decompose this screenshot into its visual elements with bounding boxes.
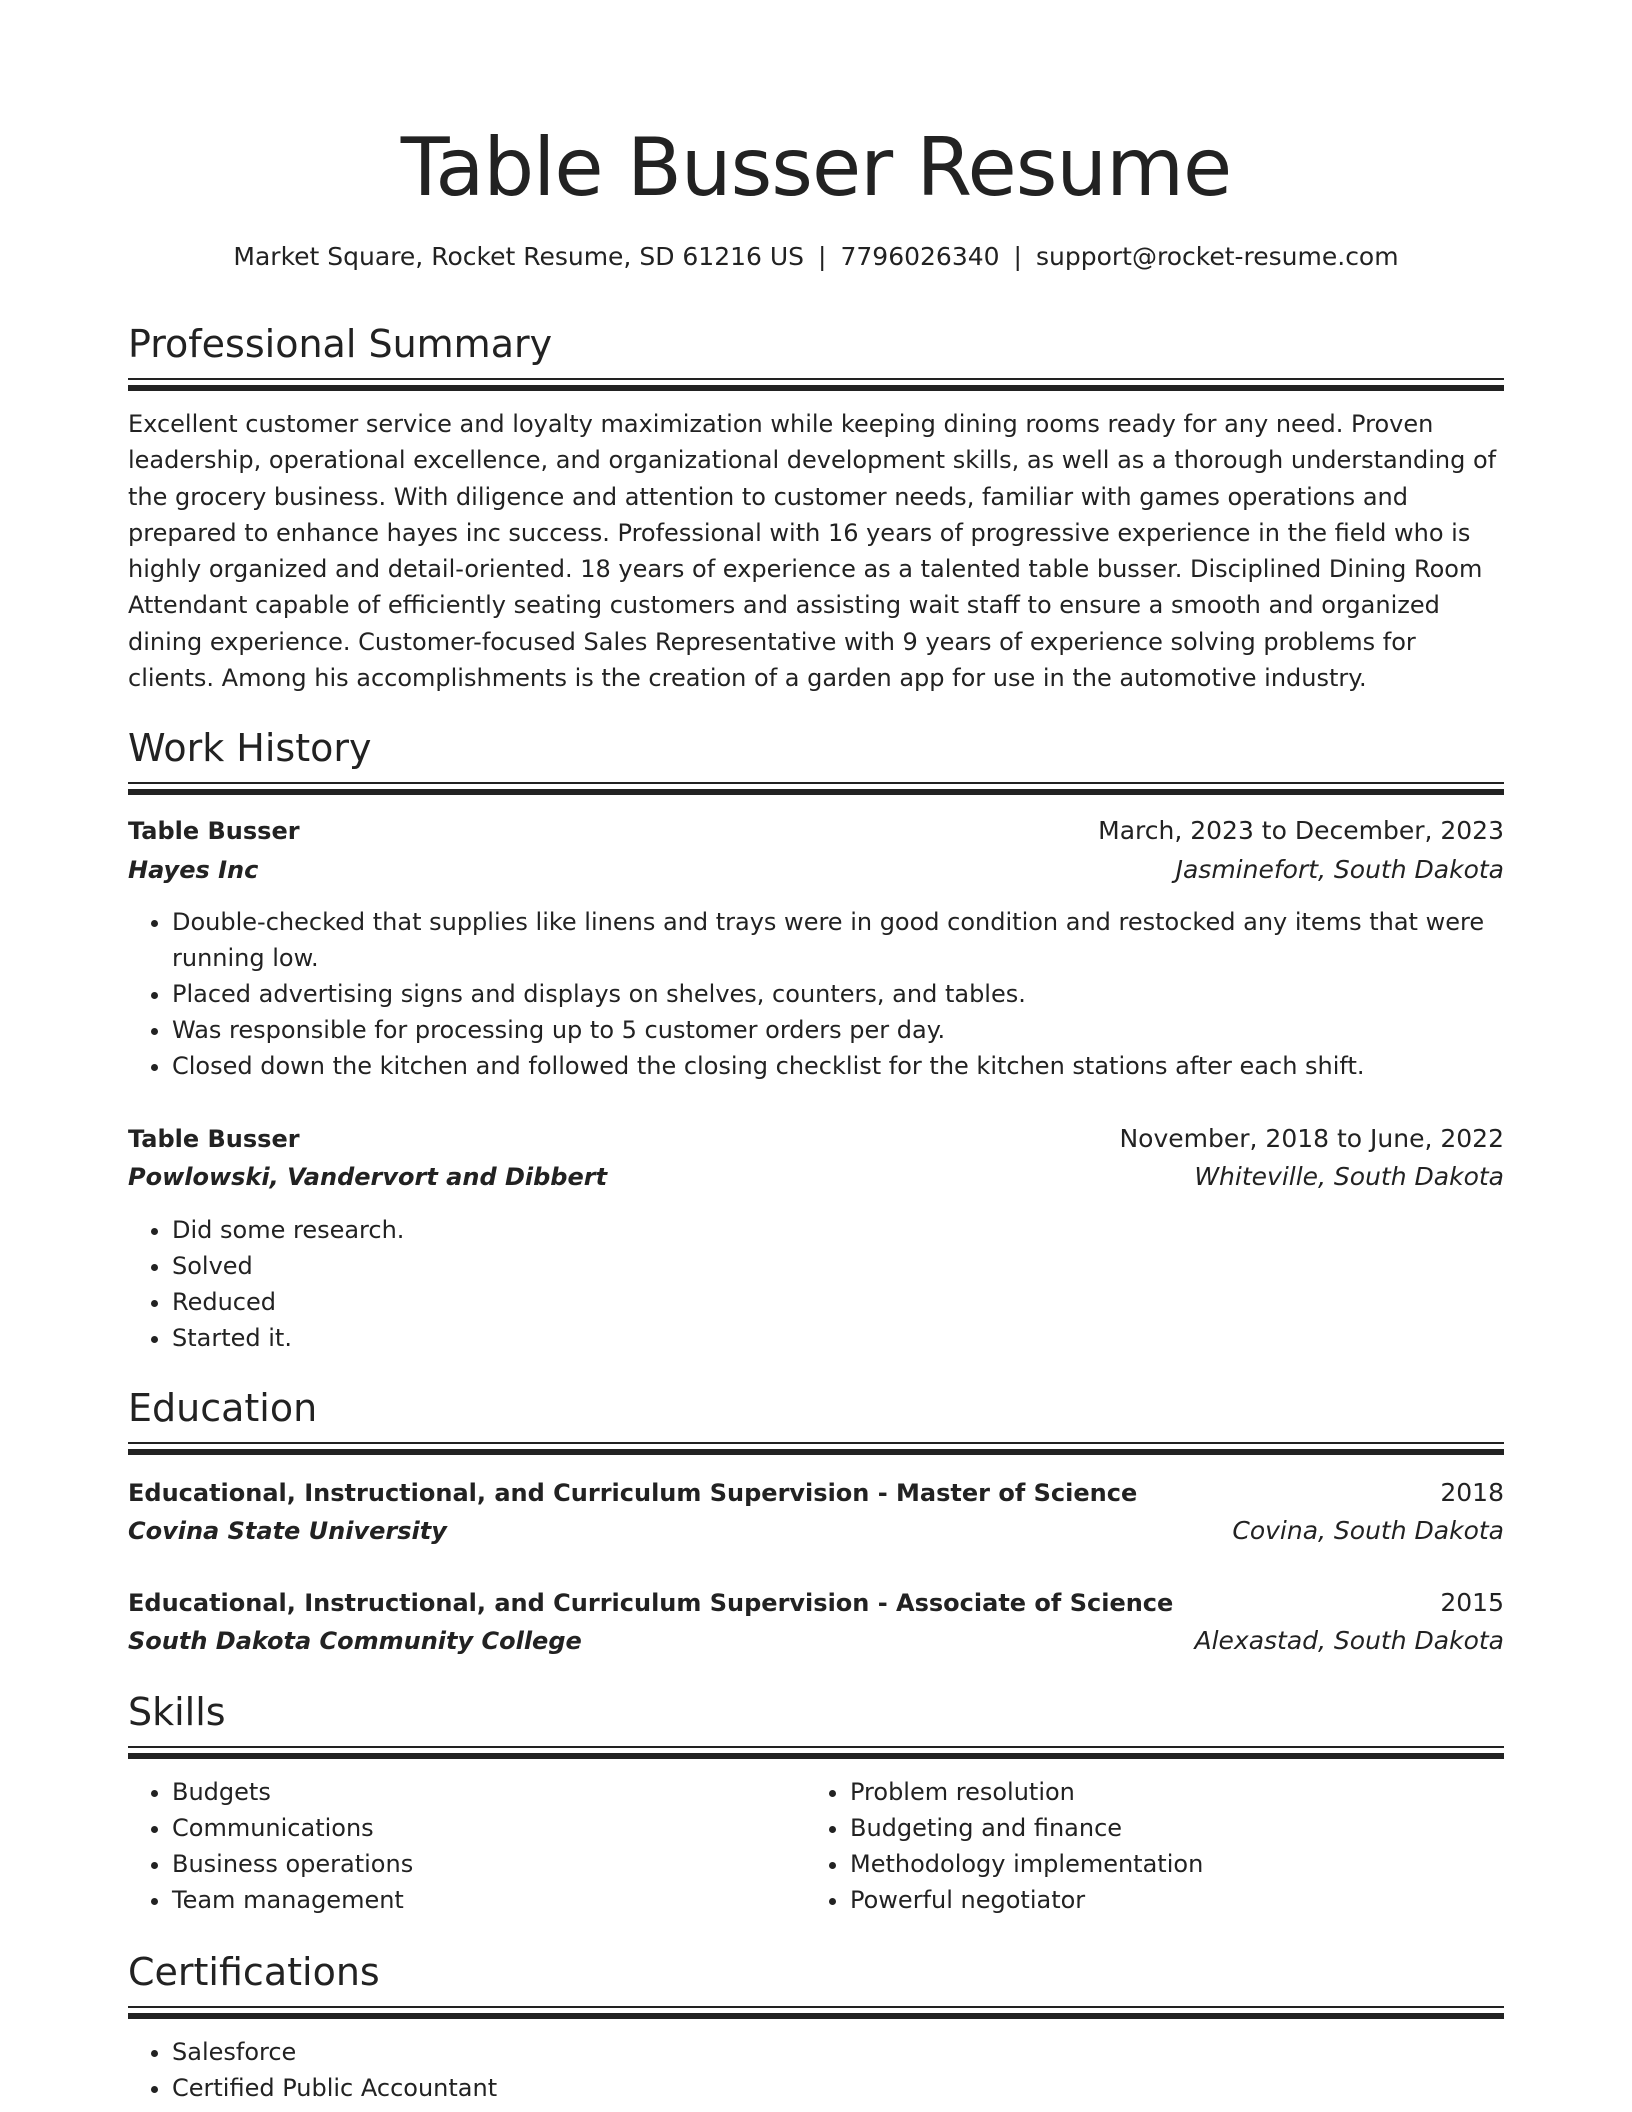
education-year: 2018 bbox=[1440, 1478, 1504, 1507]
section-divider bbox=[128, 1746, 1504, 1760]
education-heading: Education bbox=[128, 1386, 318, 1430]
section-divider bbox=[128, 2006, 1504, 2020]
education-location: Alexastad, South Dakota bbox=[1194, 1626, 1504, 1655]
job-dates: March, 2023 to December, 2023 bbox=[1098, 816, 1504, 845]
skill-item: • Problem resolution bbox=[850, 1774, 1548, 1810]
contact-email: support@rocket-resume.com bbox=[1035, 242, 1399, 271]
job-bullets bbox=[128, 904, 1548, 1084]
education-degree: Educational, Instructional, and Curriculum Supervision - Master of Science bbox=[128, 1479, 1138, 1507]
section-divider bbox=[128, 1442, 1504, 1456]
education-subheader bbox=[128, 1622, 1504, 1660]
skill-item: • Powerful negotiator bbox=[850, 1882, 1548, 1918]
skill-item: • Budgeting and finance bbox=[850, 1810, 1548, 1846]
contact-line bbox=[128, 240, 1504, 274]
list-item: • Did some research. bbox=[172, 1212, 1548, 1248]
section-divider bbox=[128, 782, 1504, 796]
list-item: • Started it. bbox=[172, 1320, 1548, 1356]
list-item: • Closed down the kitchen and followed the closing checklist for the kitchen stations after each shift. bbox=[172, 1048, 1548, 1084]
skill-item: • Budgets bbox=[172, 1774, 850, 1810]
certifications-list bbox=[128, 2034, 1548, 2106]
skills-list-left bbox=[128, 1774, 850, 1918]
contact-separator: | bbox=[1013, 242, 1022, 271]
list-item: • Reduced bbox=[172, 1284, 1548, 1320]
job-dates: November, 2018 to June, 2022 bbox=[1119, 1124, 1504, 1153]
job-header bbox=[128, 1120, 1504, 1158]
list-item: • Placed advertising signs and displays on shelves, counters, and tables. bbox=[172, 976, 1548, 1012]
summary-text: Excellent customer service and loyalty maximization while keeping dining rooms ready for any need. Proven leadership, operational excellence, and organizational development skills, as well as a thorough understanding of the grocery business. With diligence and attention to customer needs, familiar with games operations and prepared to enhance hayes inc success. Professional with 16 years of progressive experience in the field who is highly organized and detail-oriented. 18 years of experience as a talented table busser. Disciplined Dining Room Attendant capable of efficiently seating customers and assisting wait staff to ensure a smooth and organized dining experience. Customer-focused Sales Representative with 9 years of experience solving problems for clients. Among his accomplishments is the creation of a garden app for use in the automotive industry. bbox=[128, 410, 1497, 693]
list-item: • Was responsible for processing up to 5 customer orders per day. bbox=[172, 1012, 1548, 1048]
education-header bbox=[128, 1474, 1504, 1512]
contact-separator: | bbox=[818, 242, 827, 271]
job-title: Table Busser bbox=[128, 1125, 300, 1153]
job-title: Table Busser bbox=[128, 817, 300, 845]
education-year: 2015 bbox=[1440, 1588, 1504, 1617]
list-item: • Double-checked that supplies like linens and trays were in good condition and restocked any items that were running low. bbox=[172, 904, 1548, 976]
job-header bbox=[128, 812, 1504, 850]
list-item: • Solved bbox=[172, 1248, 1548, 1284]
skill-item: • Business operations bbox=[172, 1846, 850, 1882]
skill-item: • Team management bbox=[172, 1882, 850, 1918]
work-history-heading: Work History bbox=[128, 726, 372, 770]
job-bullets bbox=[128, 1212, 1548, 1356]
skill-item: • Methodology implementation bbox=[850, 1846, 1548, 1882]
certification-item: • Salesforce bbox=[172, 2034, 1548, 2070]
education-school: South Dakota Community College bbox=[128, 1627, 582, 1655]
job-subheader bbox=[128, 851, 1504, 889]
job-subheader bbox=[128, 1158, 1504, 1196]
job-location: Jasminefort, South Dakota bbox=[1175, 855, 1504, 884]
skill-item: • Communications bbox=[172, 1810, 850, 1846]
job-company: Powlowski, Vandervort and Dibbert bbox=[128, 1163, 608, 1191]
job-company: Hayes Inc bbox=[128, 856, 259, 884]
education-degree: Educational, Instructional, and Curriculum Supervision - Associate of Science bbox=[128, 1589, 1174, 1617]
resume-title: Table Busser Resume bbox=[400, 121, 1232, 214]
education-location: Covina, South Dakota bbox=[1232, 1516, 1504, 1545]
skills-list-right bbox=[806, 1774, 1548, 1918]
certifications-heading: Certifications bbox=[128, 1950, 380, 1994]
skills-heading: Skills bbox=[128, 1690, 226, 1734]
education-subheader bbox=[128, 1512, 1504, 1550]
certification-item: • Certified Public Accountant bbox=[172, 2070, 1548, 2106]
education-header bbox=[128, 1584, 1504, 1622]
education-school: Covina State University bbox=[128, 1517, 447, 1545]
summary-heading: Professional Summary bbox=[128, 322, 553, 366]
contact-address: Market Square, Rocket Resume, SD 61216 US bbox=[233, 242, 805, 271]
contact-phone: 7796026340 bbox=[840, 242, 1000, 271]
section-divider bbox=[128, 378, 1504, 392]
job-location: Whiteville, South Dakota bbox=[1194, 1162, 1504, 1191]
